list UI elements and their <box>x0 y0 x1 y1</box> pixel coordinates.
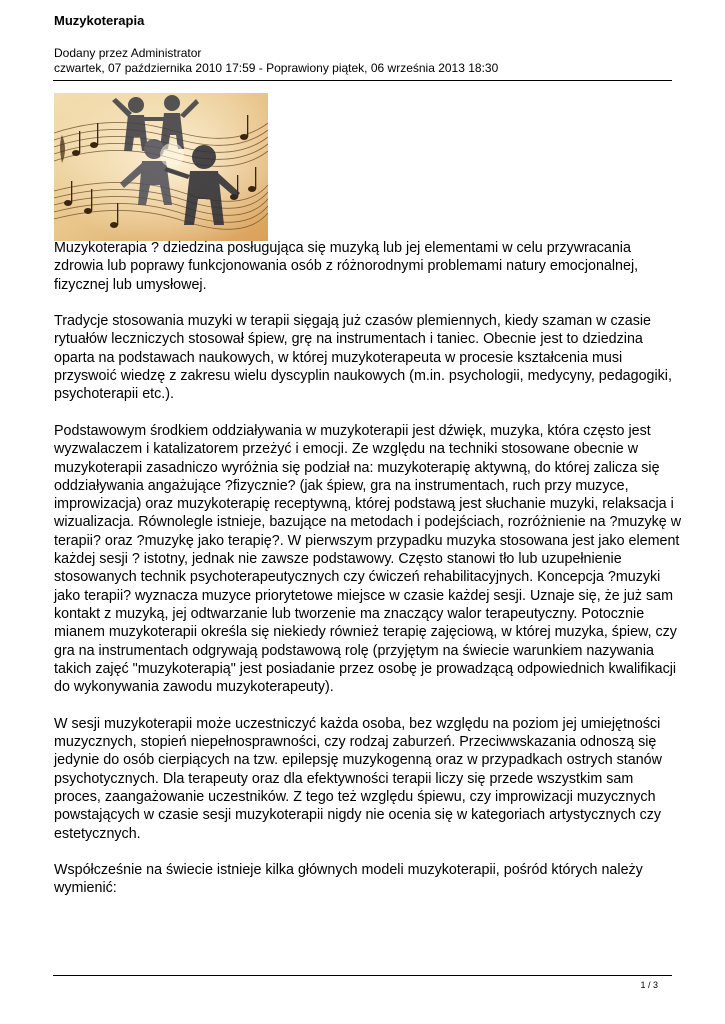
music-therapy-illustration <box>54 93 268 241</box>
date-line: czwartek, 07 października 2010 17:59 - Poprawiony piątek, 06 września 2013 18:30 <box>54 61 499 75</box>
page-title: Muzykoterapia <box>54 13 145 28</box>
header-divider <box>53 80 672 81</box>
paragraph: Muzykoterapia ? dziedzina posługująca się muzyką lub jej elementami w celu przywracania zdrowia lub poprawy funkcjonowania osób z różnorodnymi problemami natury emocjonalnej, fizycznej lub umysłowej. <box>54 240 639 293</box>
article-body <box>54 239 684 916</box>
paragraph: W sesji muzykoterapii może uczestniczyć każda osoba, bez względu na poziom jej umiejętności muzycznych, stopień niepełnosprawności, czy rodzaj zaburzeń. Przeciwwskazania odnoszą się jedynie do osób cierpiących na tzw. epilepsję muzykogenną oraz w przypadkach ostrych stanów psychotycznych. Dla terapeuty oraz dla efektywności terapii liczy się przede wszystkim sam proces, zaangażowanie uczestników. Z tego też względu śpiewu, czy improwizacji muzycznych powstających w czasie sesji muzykoterapii nigdy nie ocenia się w kategoriach artystycznych czy estetycznych. <box>54 715 662 842</box>
paragraph: Współcześnie na świecie istnieje kilka głównych modeli muzykoterapii, pośród których należy wymienić: <box>54 862 643 897</box>
page-number: 1 / 3 <box>640 980 658 990</box>
article-meta <box>54 46 498 76</box>
paragraph: Podstawowym środkiem oddziaływania w muzykoterapii jest dźwięk, muzyka, która często jest wyzwalaczem i katalizatorem przeżyć i emocji. Ze względu na techniki stosowane obecnie w muzykoterapii zasadniczo wyróżnia się podział na: muzykoterapię aktywną, do której zalicza się oddziaływania angażujące ?fizycznie? (jak śpiew, gra na instrumentach, ruch przy muzyce, improwizacja) oraz muzykoterapię receptywną, której podstawą jest słuchanie muzyki, relaksacja i wizualizacja. Równolegle istnieje, bazujące na metodach i podejściach, rozróżnienie na ?muzykę w terapii? oraz ?muzykę jako terapię?. W pierwszym przypadku muzyka stosowana jest jako element każdej sesji ? istotny, jednak nie zawsze podstawowy. Często stanowi tło lub uzupełnienie stosowanych technik psychoterapeutycznych czy ćwiczeń rehabilitacyjnych. Koncepcja ?muzyki jako terapii? wyznacza muzyce priorytetowe miejsce w czasie każdej sesji. Uznaje się, że już sam kontakt z muzyką, jej odtwarzanie lub tworzenie ma znaczący walor terapeutyczny. Potocznie mianem muzykoterapii określa się niekiedy również terapię zajęciową, w której muzyka, śpiew, czy gra na instrumentach odgrywają podstawową rolę (przyjętym na świecie warunkiem nazywania takich zajęć "muzykoterapią" jest posiadanie przez osobę je prowadzącą odpowiednich kwalifikacji do wykonywania zawodu muzykoterapeuty). <box>54 422 682 696</box>
author-line: Dodany przez Administrator <box>54 46 202 60</box>
paragraph: Tradycje stosowania muzyki w terapii sięgają już czasów plemiennych, kiedy szaman w czasie rytuałów leczniczych stosował śpiew, grę na instrumentach i taniec. Obecnie jest to dziedzina oparta na podstawach naukowych, w której muzykoterapeuta w procesie kształcenia musi przyswoić wiedzę z zakresu wielu dyscyplin naukowych (m.in. psychologii, medycyny, pedagogiki, psychoterapii etc.). <box>54 313 672 403</box>
footer-divider <box>53 975 672 976</box>
